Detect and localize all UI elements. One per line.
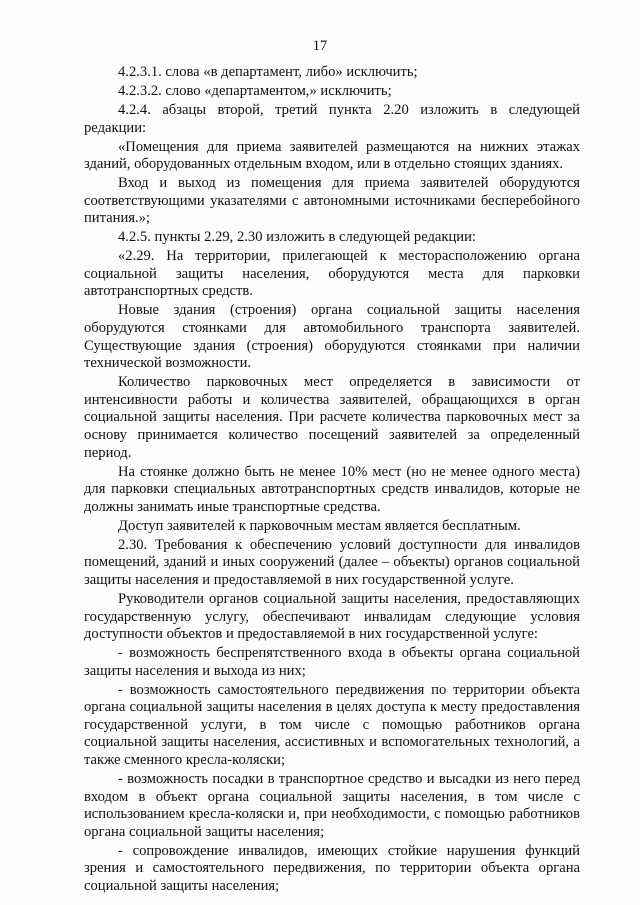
paragraph: Новые здания (строения) органа социальной защиты населения оборудуются стоянками для автомобильного транспорта заявителей. Существующие здания (строения) оборудуются стоянками при наличии технической возможности. [84, 302, 580, 372]
list-item: - сопровождение инвалидов, имеющих стойкие нарушения функций зрения и самостоятельного передвижения, по территории объекта органа социальной защиты населения; [84, 842, 580, 894]
paragraph: Руководители органов социальной защиты населения, предоставляющих государственную услугу, обеспечивают инвалидам следующие условия доступности объектов и предоставляемой в них государственной услуге: [84, 590, 580, 643]
paragraph: 2.30. Требования к обеспечению условий доступности для инвалидов помещений, зданий и иных сооружений (далее – объекты) органов социальной защиты населения и предоставляемой в них государственной услуге. [84, 536, 580, 588]
paragraph: 4.2.5. пункты 2.29, 2.30 изложить в следующей редакции: [118, 229, 476, 246]
paragraph: «2.29. На территории, прилегающей к месторасположению органа социальной защиты населения, оборудуются места для парковки автотранспортных средств. [84, 248, 580, 300]
page-number: 17 [312, 38, 328, 54]
paragraph: На стоянке должно быть не менее 10% мест (но не менее одного места) для парковки специальных автотранспортных средств инвалидов, которые не должны занимать иные транспортные средства. [84, 463, 580, 515]
list-item: - возможность посадки в транспортное средство и высадки из него перед входом в объект органа социальной защиты населения, в том числе с использованием кресла-коляски и, при необходимости, с помощью работников органа социальной защиты населения; [84, 771, 580, 840]
paragraph: 4.2.4. абзацы второй, третий пункта 2.20 изложить в следующей редакции: [84, 101, 580, 136]
paragraph: «Помещения для приема заявителей размещаются на нижних этажах зданий, оборудованных отдельным входом, или в отдельно стоящих зданиях. [84, 138, 580, 173]
paragraph: Доступ заявителей к парковочным местам является бесплатным. [118, 517, 521, 534]
list-item: - возможность беспрепятственного входа в объекты органа социальной защиты населения и выхода из них; [84, 645, 580, 679]
paragraph: 4.2.3.2. слово «департаментом,» исключить; [118, 82, 392, 99]
paragraph: 4.2.3.1. слова «в департамент, либо» исключить; [118, 64, 418, 80]
paragraph: Количество парковочных мест определяется в зависимости от интенсивности работы и количества заявителей, обращающихся в орган социальной защиты населения. При расчете количества парковочных мест за основу принимается количество посещений заявителей за определенный период. [84, 374, 580, 461]
list-item: - возможность самостоятельного передвижения по территории объекта органа социальной защиты населения в целях доступа к месту предоставления государственной услуги, в том числе с помощью работников органа социальной защиты населения, ассистивных и вспомогательных технологий, а также сменного кресла-коляски; [84, 681, 580, 769]
paragraph: Вход и выход из помещения для приема заявителей оборудуются соответствующими указателями с автономными источниками бесперебойного питания.»; [84, 175, 580, 227]
document-body [84, 64, 580, 896]
